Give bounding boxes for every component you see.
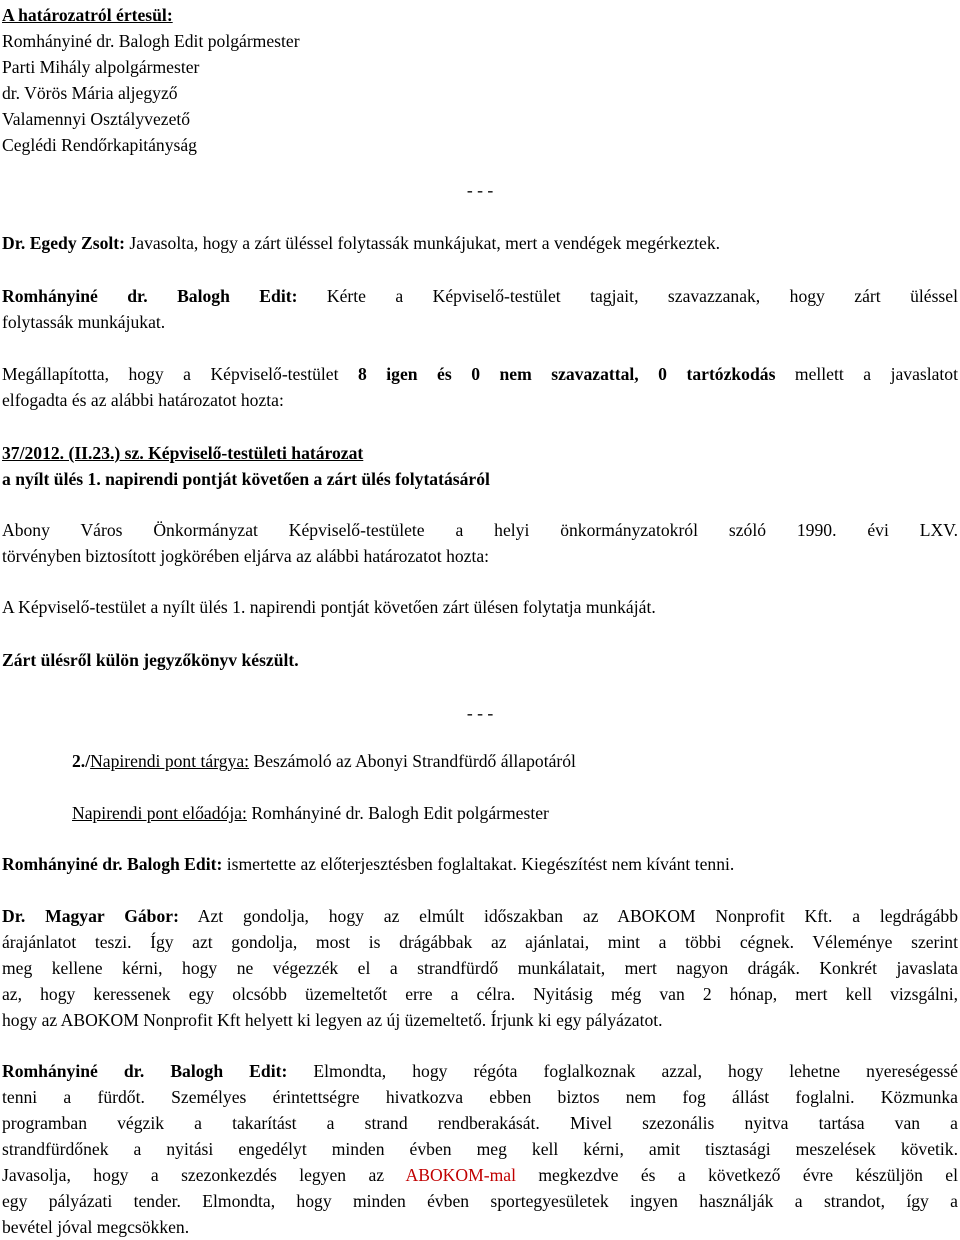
- resolution-heading: [2, 440, 958, 492]
- vote-lead: Megállapította, hogy a Képviselő-testület: [2, 364, 358, 384]
- agenda-topic: [72, 748, 958, 774]
- statement-balogh-1: [2, 283, 958, 335]
- speaker-name: Romhányiné dr. Balogh Edit:: [2, 286, 298, 306]
- statement-text: Javasolta, hogy a zárt üléssel folytassák munkájukat, mert a vendégek megérkeztek.: [125, 233, 721, 253]
- statement-text: Elmondta, hogy régóta foglalkoznak azzal, hogy lehetne nyereségessé: [287, 1061, 958, 1081]
- statement-text: az, hogy keressenek egy olcsóbb üzemeltetőt erre a célra. Nyitásig még van 2 hónap, mert kell vizsgálni,: [2, 984, 958, 1004]
- resolution-intro-line: törvényben biztosított jogkörében eljárva az alábbi határozatot hozta:: [2, 546, 490, 566]
- section-separator: - - -: [466, 703, 494, 723]
- resolution-decision: A Képviselő-testület a nyílt ülés 1. napirendi pontját követően zárt ülésen folytatja munkáját.: [2, 597, 656, 617]
- recipient-item: Ceglédi Rendőrkapitányság: [2, 135, 197, 155]
- agenda-topic-text: Beszámoló az Abonyi Strandfürdő állapotáról: [249, 751, 576, 771]
- statement-text: hogy az ABOKOM Nonprofit Kft helyett ki legyen az új üzemeltető. Írjunk ki egy pályázatot.: [2, 1010, 663, 1030]
- agenda-presenter-label: Napirendi pont előadója:: [72, 803, 247, 823]
- resolution-intro: [2, 517, 958, 569]
- recipient-item: dr. Vörös Mária aljegyző: [2, 83, 178, 103]
- agenda-topic-label: Napirendi pont tárgya:: [90, 751, 250, 771]
- recipient-item: Parti Mihály alpolgármester: [2, 57, 200, 77]
- speaker-name: Romhányiné dr. Balogh Edit:: [2, 854, 223, 874]
- statement-text: Javasolja, hogy a szezonkezdés legyen az: [2, 1165, 406, 1185]
- recipients-block: [2, 2, 958, 158]
- resolution-note: Zárt ülésről külön jegyzőkönyv készült.: [2, 650, 299, 670]
- agenda-presenter: [72, 800, 958, 826]
- speaker-name: Dr. Magyar Gábor:: [2, 906, 179, 926]
- recipient-item: Romhányiné dr. Balogh Edit polgármester: [2, 31, 300, 51]
- vote-result: [2, 361, 958, 413]
- statement-text: ismertette az előterjesztésben foglaltakat. Kiegészítést nem kívánt tenni.: [222, 854, 735, 874]
- statement-balogh-2: [2, 851, 958, 877]
- statement-text: programban végzik a takarítást a strand rendberakását. Mivel szezonális nyitva tartása van a: [2, 1113, 958, 1133]
- statement-text: meg kellene kérni, hogy ne végezzék el a strandfürdő munkálatait, mert nagyon drágák. Konkrét javaslata: [2, 958, 958, 978]
- vote-tail: mellett a javaslatot: [775, 364, 958, 384]
- statement-text: Kérte a Képviselő-testület tagjait, szavazzanak, hogy zárt üléssel: [297, 286, 958, 306]
- speaker-name: Romhányiné dr. Balogh Edit:: [2, 1061, 288, 1081]
- statement-text: folytassák munkájukat.: [2, 312, 166, 332]
- resolution-subject: a nyílt ülés 1. napirendi pontját követően a zárt ülés folytatásáról: [2, 469, 490, 489]
- agenda-presenter-text: Romhányiné dr. Balogh Edit polgármester: [246, 803, 549, 823]
- statement-balogh-3: [2, 1058, 958, 1240]
- statement-text: bevétel jóval megcsökken.: [2, 1217, 190, 1237]
- resolution-number: 37/2012. (II.23.) sz. Képviselő-testületi határozat: [2, 443, 364, 463]
- statement-text: Azt gondolja, hogy az elmúlt időszakban az ABOKOM Nonprofit Kft. a legdrágább: [178, 906, 958, 926]
- vote-line2: elfogadta és az alábbi határozatot hozta:: [2, 390, 284, 410]
- statement-magyar: [2, 903, 958, 1033]
- recipients-heading: A határozatról értesül:: [2, 5, 173, 25]
- statement-text: árajánlatot teszi. Így azt gondolja, most is drágábbak az ajánlatai, mint a többi cégnek. Véleménye szerint: [2, 932, 958, 952]
- recipient-item: Valamennyi Osztályvezető: [2, 109, 191, 129]
- highlighted-text: ABOKOM-mal: [405, 1165, 516, 1185]
- statement-text: tenni a fürdőt. Személyes érintettségre hivatkozva ebben biztos nem fog állást foglalni. Közmunka: [2, 1087, 958, 1107]
- section-separator: - - -: [466, 180, 494, 200]
- speaker-name: Dr. Egedy Zsolt:: [2, 233, 126, 253]
- vote-count: 8 igen és 0 nem szavazattal, 0 tartózkodás: [357, 364, 776, 384]
- statement-text: strandfürdőnek a nyitási engedélyt minden évben meg kell kérni, amit tisztasági meszelések követik.: [2, 1139, 958, 1159]
- statement-egedy: [2, 230, 958, 256]
- statement-text: egy pályázati tender. Elmondta, hogy minden évben sportegyesületek ingyen használják a strandot, így a: [2, 1191, 958, 1211]
- statement-text: megkezdve és a következő évre készüljön el: [515, 1165, 959, 1185]
- resolution-intro-line: Abony Város Önkormányzat Képviselő-testülete a helyi önkormányzatokról szóló 1990. évi LXV.: [2, 520, 958, 540]
- agenda-number: 2./: [72, 751, 91, 771]
